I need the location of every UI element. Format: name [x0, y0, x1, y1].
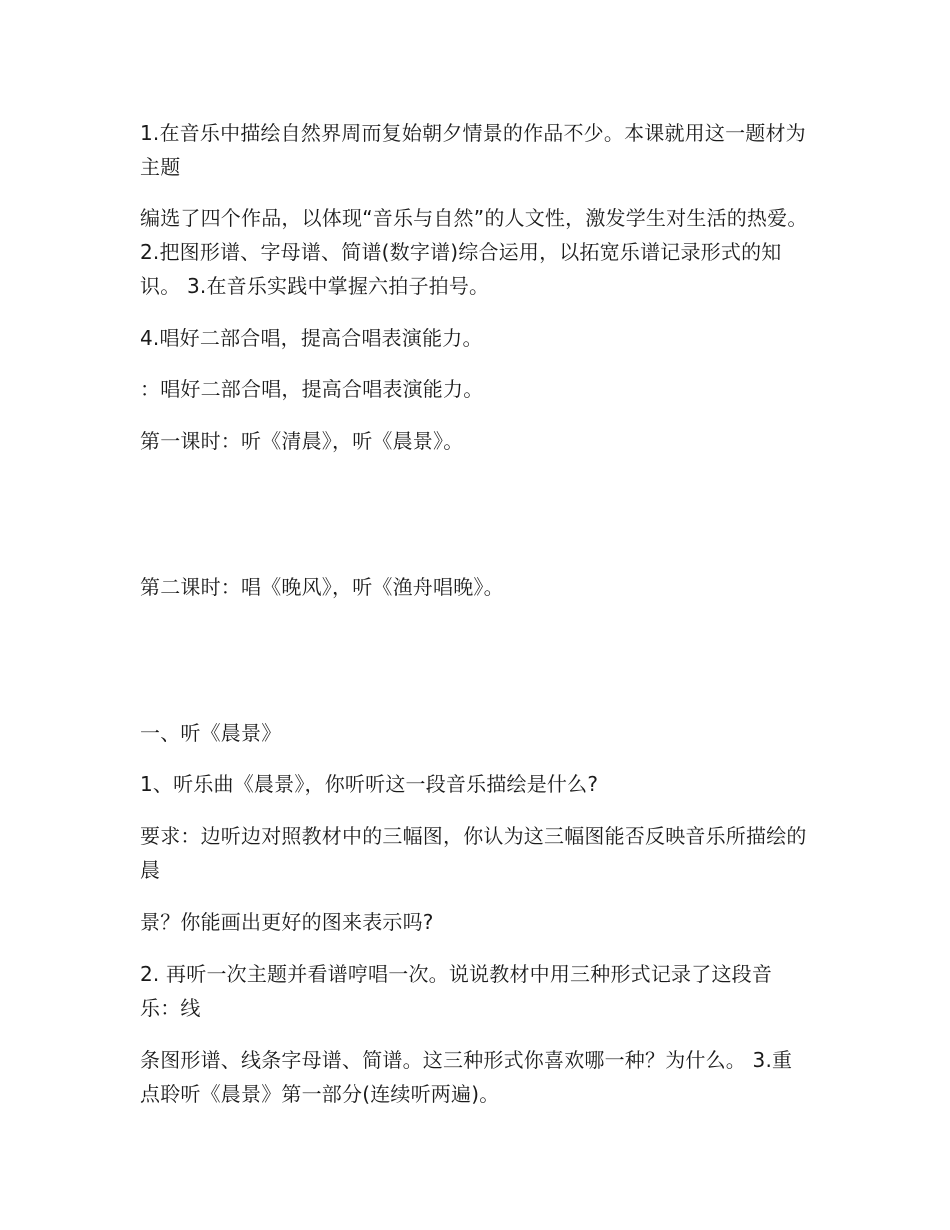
paragraph-lesson-2: 第二课时：唱《晚风》，听《渔舟唱晚》。	[140, 575, 504, 599]
paragraph-objectives-2-3: 编选了四个作品，以体现“音乐与自然”的人文性，激发学生对生活的热爱。 2.把图形谱、字母谱、简谱(数字谱)综合运用，以拓宽乐谱记录形式的知识。 3.在音乐实践中掌握六拍子拍号。	[140, 206, 808, 298]
paragraph-lesson-1: 第一课时：听《清晨》，听《晨景》。	[140, 429, 464, 453]
paragraph-step-2-cont: 条图形谱、线条字母谱、简谱。这三种形式你喜欢哪一种？为什么。 3.重点聆听《晨景》第一部分(连续听两遍)。	[140, 1048, 793, 1106]
section-heading-listen: 一、听《晨景》	[140, 721, 282, 745]
paragraph-objective-4: 4.唱好二部合唱，提高合唱表演能力。	[140, 326, 483, 350]
paragraph-requirement: 要求：边听边对照教材中的三幅图，你认为这三幅图能否反映音乐所描绘的晨	[140, 824, 807, 882]
paragraph-requirement-cont: 景？你能画出更好的图来表示吗?	[140, 910, 434, 934]
paragraph-step-1: 1、听乐曲《晨景》，你听听这一段音乐描绘是什么?	[140, 772, 599, 796]
paragraph-objective-1: 1.在音乐中描绘自然界周而复始朝夕情景的作品不少。本课就用这一题材为主题	[140, 121, 806, 179]
paragraph-key-point: ：唱好二部合唱，提高合唱表演能力。	[140, 377, 484, 401]
paragraph-step-2: 2. 再听一次主题并看谱哼唱一次。说说教材中用三种形式记录了这段音乐：线	[140, 962, 773, 1020]
